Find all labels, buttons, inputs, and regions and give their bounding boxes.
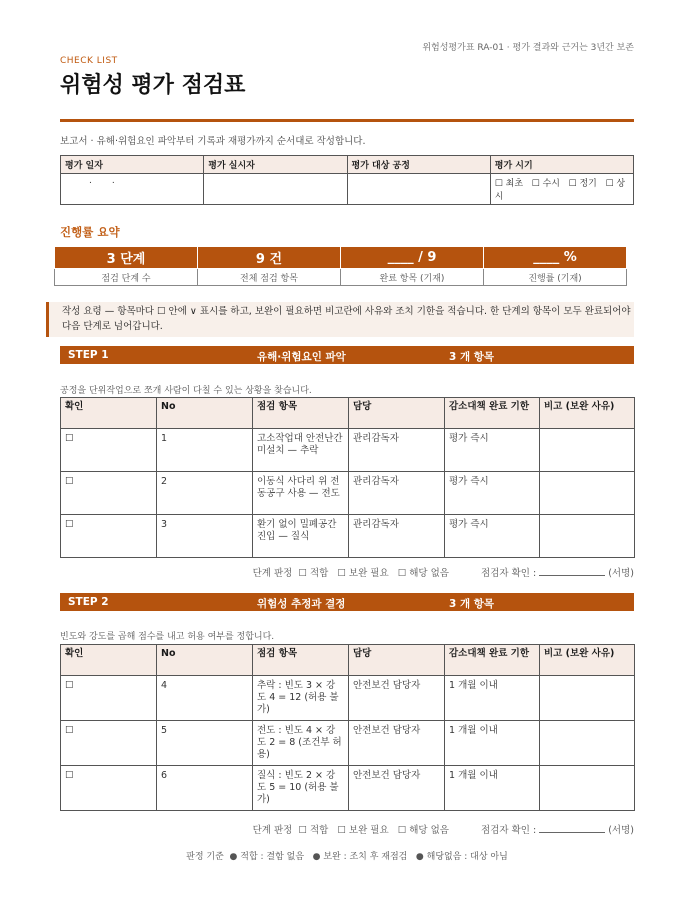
- progress-label-completed: 완료 항목 (기재): [341, 269, 484, 286]
- row-item: 환기 없이 밀폐공간 진입 — 질식: [253, 515, 349, 558]
- row-owner: 관리감독자: [349, 472, 445, 515]
- row-deadline: 평가 즉시: [445, 429, 540, 472]
- row-no: 6: [157, 766, 253, 811]
- checkbox[interactable]: ☐: [61, 429, 157, 472]
- col-item: 점검 항목: [253, 398, 349, 429]
- checkbox[interactable]: ☐: [61, 676, 157, 721]
- row-deadline: 평가 즉시: [445, 515, 540, 558]
- judgement-option-pass[interactable]: ☐ 적합: [298, 825, 329, 836]
- judgement-option-needs-fix[interactable]: ☐ 보완 필요: [337, 825, 389, 836]
- step-1-description: 공정을 단위작업으로 쪼개 사람이 다칠 수 있는 상황을 찾습니다.: [60, 386, 312, 396]
- row-owner: 관리감독자: [349, 429, 445, 472]
- row-item: 이동식 사다리 위 전동공구 사용 — 전도: [253, 472, 349, 515]
- progress-value-percent[interactable]: ____ %: [484, 247, 627, 269]
- checkbox[interactable]: ☐: [61, 766, 157, 811]
- page-title: 위험성 평가 점검표: [60, 73, 246, 98]
- progress-summary: [54, 246, 627, 286]
- row-remark[interactable]: [540, 676, 635, 721]
- table-row: [61, 429, 635, 472]
- timing-options[interactable]: ☐ 최초 ☐ 수시 ☐ 정기 ☐ 상시: [490, 174, 633, 205]
- step-2-bar: [60, 593, 634, 611]
- row-deadline: 평가 즉시: [445, 472, 540, 515]
- meta-header-assessor: 평가 실시자: [204, 156, 347, 174]
- row-item: 추락 : 빈도 3 × 강도 4 = 12 (허용 불가): [253, 676, 349, 721]
- table-row: [61, 766, 635, 811]
- col-check: 확인: [61, 645, 157, 676]
- progress-value-steps: 3 단계: [55, 247, 198, 269]
- row-deadline: 1 개월 이내: [445, 766, 540, 811]
- table-row: [61, 472, 635, 515]
- row-deadline: 1 개월 이내: [445, 676, 540, 721]
- step-2-table: [60, 644, 635, 811]
- col-no: No: [157, 398, 253, 429]
- row-remark[interactable]: [540, 766, 635, 811]
- row-remark[interactable]: [540, 721, 635, 766]
- col-check: 확인: [61, 398, 157, 429]
- row-item: 고소작업대 안전난간 미설치 — 추락: [253, 429, 349, 472]
- step-1-name: 유해·위험요인 파악: [257, 351, 346, 363]
- step-2-judgement: [253, 822, 634, 836]
- meta-header-timing: 평가 시기: [490, 156, 633, 174]
- progress-heading: 진행률 요약: [60, 225, 120, 239]
- kicker-label: CHECK LIST: [60, 56, 118, 66]
- col-remark: 비고 (보완 사유): [540, 645, 635, 676]
- step-1-table: [60, 397, 635, 558]
- row-remark[interactable]: [540, 429, 635, 472]
- row-no: 1: [157, 429, 253, 472]
- judgement-label: 단계 판정: [252, 568, 293, 579]
- date-field[interactable]: [61, 174, 204, 205]
- row-owner: 안전보건 담당자: [349, 766, 445, 811]
- row-remark[interactable]: [540, 472, 635, 515]
- judgement-option-needs-fix[interactable]: ☐ 보완 필요: [337, 568, 389, 579]
- progress-label-items: 전체 점검 항목: [198, 269, 341, 286]
- step-1-label: STEP 1: [68, 349, 109, 361]
- row-no: 4: [157, 676, 253, 721]
- progress-label-steps: 점검 단계 수: [55, 269, 198, 286]
- row-owner: 안전보건 담당자: [349, 721, 445, 766]
- document-reference: 위험성평가표 RA-01 · 평가 결과와 근거는 3년간 보존: [422, 43, 634, 53]
- step-2-label: STEP 2: [68, 596, 109, 608]
- judgement-label: 단계 판정: [252, 825, 293, 836]
- col-item: 점검 항목: [253, 645, 349, 676]
- col-remark: 비고 (보완 사유): [540, 398, 635, 429]
- table-row: [61, 721, 635, 766]
- judgement-option-na[interactable]: ☐ 해당 없음: [397, 568, 449, 579]
- row-item: 전도 : 빈도 4 × 강도 2 = 8 (조건부 허용): [253, 721, 349, 766]
- step-2-description: 빈도와 강도를 곱해 점수를 내고 허용 여부를 정합니다.: [60, 632, 275, 642]
- judgement-option-pass[interactable]: ☐ 적합: [298, 568, 329, 579]
- row-deadline: 1 개월 이내: [445, 721, 540, 766]
- step-2-name: 위험성 추정과 결정: [257, 598, 346, 610]
- instruction-note: 작성 요령 — 항목마다 ☐ 안에 ∨ 표시를 하고, 보완이 필요하면 비고란에 사유와 조치 기한을 적습니다. 한 단계의 항목이 모두 완료되어야 다음 단계로 넘어갑니다.: [46, 302, 634, 337]
- col-no: No: [157, 645, 253, 676]
- sign-label: (서명): [608, 825, 634, 836]
- progress-value-items: 9 건: [198, 247, 341, 269]
- inspector-signature-field[interactable]: [539, 566, 605, 576]
- meta-header-process: 평가 대상 공정: [347, 156, 490, 174]
- step-1-judgement: [253, 565, 634, 579]
- row-owner: 관리감독자: [349, 515, 445, 558]
- judgement-legend: 판정 기준 ● 적합 : 결함 없음 ● 보완 : 조치 후 재점검 ● 해당없음 : 대상 아님: [186, 852, 508, 862]
- row-no: 2: [157, 472, 253, 515]
- progress-value-completed[interactable]: ____ / 9: [341, 247, 484, 269]
- row-no: 3: [157, 515, 253, 558]
- checkbox[interactable]: ☐: [61, 721, 157, 766]
- row-no: 5: [157, 721, 253, 766]
- inspector-label: 점검자 확인 :: [481, 568, 537, 579]
- col-deadline: 감소대책 완료 기한: [445, 398, 540, 429]
- judgement-option-na[interactable]: ☐ 해당 없음: [397, 825, 449, 836]
- row-owner: 안전보건 담당자: [349, 676, 445, 721]
- title-divider: [60, 119, 634, 122]
- checkbox[interactable]: ☐: [61, 472, 157, 515]
- col-owner: 담당: [349, 645, 445, 676]
- process-field[interactable]: [347, 174, 490, 205]
- table-row: [61, 676, 635, 721]
- inspector-signature-field[interactable]: [539, 823, 605, 833]
- step-1-bar: [60, 346, 634, 364]
- sign-label: (서명): [608, 568, 634, 579]
- table-row: [61, 515, 635, 558]
- assessor-field[interactable]: [204, 174, 347, 205]
- row-item: 질식 : 빈도 2 × 강도 5 = 10 (허용 불가): [253, 766, 349, 811]
- col-owner: 담당: [349, 398, 445, 429]
- step-2-count: 3 개 항목: [449, 598, 495, 610]
- row-remark[interactable]: [540, 515, 635, 558]
- date-placeholder: . .: [89, 176, 115, 186]
- progress-label-percent: 진행률 (기재): [484, 269, 627, 286]
- checkbox[interactable]: ☐: [61, 515, 157, 558]
- col-deadline: 감소대책 완료 기한: [445, 645, 540, 676]
- meta-table: [60, 155, 634, 205]
- inspector-label: 점검자 확인 :: [481, 825, 537, 836]
- intro-text: 보고서 · 유해·위험요인 파악부터 기록과 재평가까지 순서대로 작성합니다.: [60, 136, 366, 147]
- step-1-count: 3 개 항목: [449, 351, 495, 363]
- meta-header-date: 평가 일자: [61, 156, 204, 174]
